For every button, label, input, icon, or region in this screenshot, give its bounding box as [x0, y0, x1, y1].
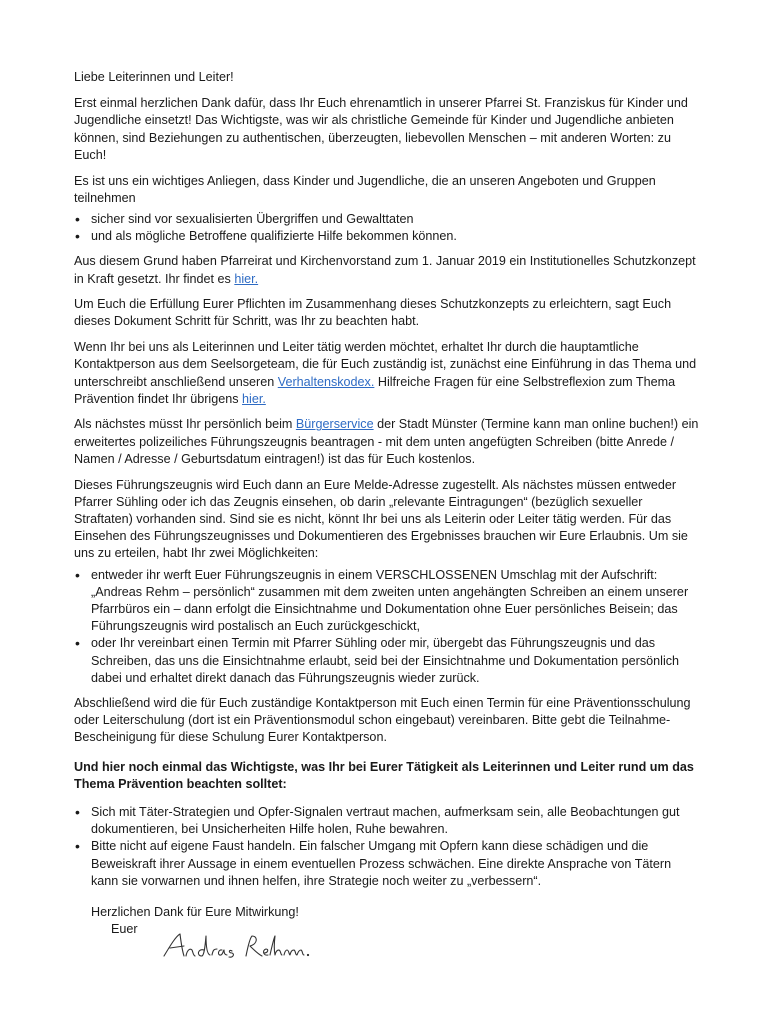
list-item: • Bitte nicht auf eigene Faust handeln. Ein falscher Umgang mit Opfern kann diese schädigen und die Beweiskraft ihrer Aussage in einem eventuellen Prozess schwächen. Eine direkte Ansprache von Tätern kann sie vorwarnen und ihnen helfen, ihre Strategie noch weiter zu „verbessern“.	[74, 838, 700, 890]
options-list	[74, 567, 700, 687]
paragraph-purpose: Um Euch die Erfüllung Eurer Pflichten im Zusammenhang dieses Schutzkonzepts zu erleichtern, sagt Euch dieses Dokument Schritt für Schritt, was Ihr zu beachten habt.	[74, 297, 672, 329]
paragraph-text: Als nächstes müsst Ihr persönlich beim	[74, 417, 296, 432]
verhaltenskodex-link[interactable]: Verhaltenskodex.	[277, 374, 375, 389]
paragraph-concern: Es ist uns ein wichtiges Anliegen, dass Kinder und Jugendliche, die an unseren Angeboten und Gruppen teilnehmen	[74, 173, 656, 205]
paragraph-text: der Stadt Münster (Termine kann man online buchen!) ein erweitertes polizeiliches Führungszeugnis beantragen - mit dem unten angefügten Schreiben (bitte Anrede / Namen / Adresse / Geburtsdatum eintragen!) ist das für Euch kostenlos.	[74, 417, 699, 466]
important-heading: Und hier noch einmal das Wichtigste, was Ihr bei Eurer Tätigkeit als Leiterinnen und Leiter rund um das Thema Prävention beachten solltet:	[74, 759, 694, 791]
closing-thanks: Herzlichen Dank für Eure Mitwirkung!	[91, 905, 299, 920]
list-item: • oder Ihr vereinbart einen Termin mit Pfarrer Sühling oder mir, übergebt das Führungszeugnis und das Schreiben, das uns die Einsichtnahme erlaubt, seid bei der Einsichtnahme und Dokumentation persönlich dabei und erhaltet direkt danach das Führungszeugnis wieder zurück.	[74, 635, 700, 687]
paragraph-schutzkonzept	[74, 253, 700, 287]
important-list	[74, 804, 700, 890]
paragraph-fuehrungszeugnis: Dieses Führungszeugnis wird Euch dann an Eure Melde-Adresse zugestellt. Als nächstes müssen entweder Pfarrer Sühling oder ich das Zeugnis einsehen, ob darin „relevante Eintragungen“ (bezüglich sexueller Straftaten) vorhanden sind. Sind sie es nicht, könnt Ihr bei uns als Leiterin oder Leiter tätig werden. Für das Einsehen des Führungszeugnisses und Dokumentieren des Ergebnisses brauchen wir Eure Erlaubnis. Um sie uns zu erteilen, habt Ihr zwei Möglichkeiten:	[74, 477, 688, 561]
paragraph-text: Wenn Ihr bei uns als Leiterinnen und Leiter tätig werden möchtet, erhaltet Ihr durch die hauptamtliche Kontaktperson aus dem Seelsorgeteam, die für Euch zuständig ist, zunächst eine Einführung in das Thema und unterschreibt anschließend unseren	[74, 340, 697, 389]
letter-body	[74, 69, 700, 938]
paragraph-buergerservice	[74, 416, 700, 468]
greeting: Liebe Leiterinnen und Leiter!	[74, 70, 234, 84]
selbstreflexion-link[interactable]: hier.	[242, 391, 266, 406]
list-item: • und als mögliche Betroffene qualifizierte Hilfe bekommen können.	[74, 228, 700, 245]
list-item: • Sich mit Täter-Strategien und Opfer-Signalen vertraut machen, aufmerksam sein, alle Beobachtungen gut dokumentieren, bei Unsicherheiten Hilfe holen, Ruhe bewahren.	[74, 804, 700, 838]
paragraph-text: Aus diesem Grund haben Pfarreirat und Kirchenvorstand zum 1. Januar 2019 ein Institutionelles Schutzkonzept in Kraft gesetzt. Ihr findet es	[74, 254, 696, 286]
list-item: • sicher sind vor sexualisierten Übergriffen und Gewalttaten	[74, 211, 700, 228]
schutzkonzept-link[interactable]: hier.	[234, 271, 259, 286]
signature-image	[162, 928, 312, 964]
concern-list	[74, 211, 700, 245]
buergerservice-link[interactable]: Bürgerservice	[295, 417, 374, 432]
paragraph-intro: Erst einmal herzlichen Dank dafür, dass Ihr Euch ehrenamtlich in unserer Pfarrei St. Franziskus für Kinder und Jugendliche einsetzt! Das Wichtigste, was wir als christliche Gemeinde für Kinder und Jugendliche anbieten können, sind Beziehungen zu authentischen, überzeugten, liebevollen Menschen – mit anderen Worten: zu Euch!	[74, 96, 688, 162]
list-item: • entweder ihr werft Euer Führungszeugnis in einem VERSCHLOSSENEN Umschlag mit der Aufschrift: „Andreas Rehm – persönlich“ zusammen mit dem zweiten unten angehängten Schreiben an einem unserer Pfarrbüros ein – dann erfolgt die Einsichtnahme und Dokumentation ohne Euer persönliches Beisein; das Führungszeugnis wird postalisch an Euch zurückgeschickt,	[74, 567, 700, 636]
paragraph-text: Hilfreiche Fragen für eine Selbstreflexion zum Thema Prävention findet Ihr übrigens	[74, 374, 676, 406]
closing-euer: Euer	[111, 922, 138, 937]
paragraph-schulung: Abschließend wird die für Euch zuständige Kontaktperson mit Euch einen Termin für eine Präventionsschulung oder Leiterschulung (dort ist ein Präventionsmodul schon eingebaut) vereinbaren. Bitte gebt die Teilnahme-Bescheinigung für diese Schulung Eurer Kontaktperson.	[74, 696, 691, 745]
paragraph-introduction	[74, 339, 700, 408]
